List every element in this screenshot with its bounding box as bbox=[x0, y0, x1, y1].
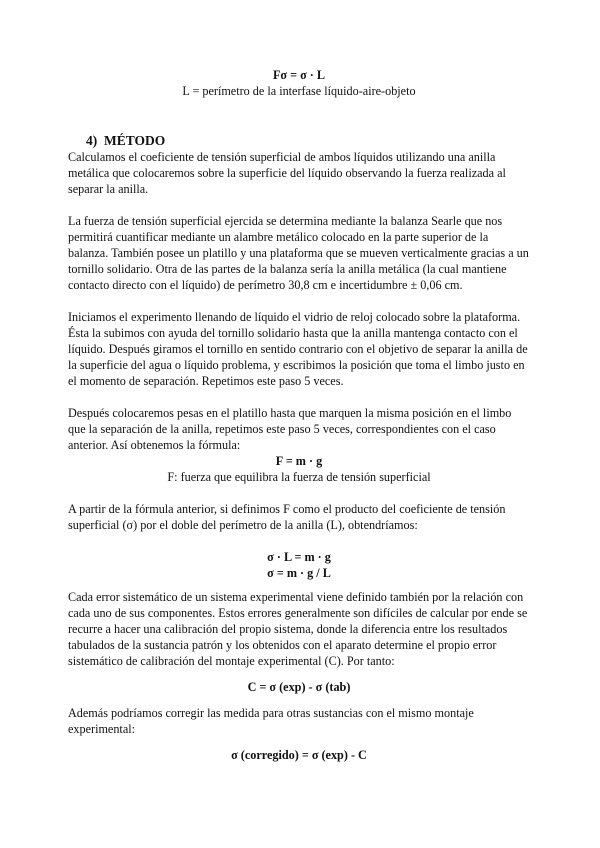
formula-force-definition: F: fuerza que equilibra la fuerza de tensión superficial bbox=[167, 470, 431, 484]
formula-calibration: C = σ (exp) - σ (tab) bbox=[247, 680, 351, 694]
spacer bbox=[68, 581, 530, 589]
spacer bbox=[68, 737, 530, 747]
spacer bbox=[68, 695, 530, 705]
section-title: MÉTODO bbox=[104, 133, 166, 148]
spacer bbox=[68, 485, 530, 501]
formula-definition: L = perímetro de la interfase líquido-aire-objeto bbox=[182, 84, 416, 98]
formula-sigma: σ = m · g / L bbox=[267, 566, 331, 580]
paragraph-2: La fuerza de tensión superficial ejercida se determina mediante la balanza Searle que nos permitirá cuantificar mediante un alambre metálico colocado en la parte superior de la balanza. También posee un platillo y una plataforma que se mueven verticalmente gracias a un tornillo solidario. Otra de las partes de la balanza sería la anilla metálica (la cual mantiene contacto directo con el líquido) de perímetro 30,8 cm e incertidumbre ± 0,06 cm. bbox=[68, 214, 529, 292]
paragraph-5: A partir de la fórmula anterior, si definimos F como el producto del coeficiente de tensión superficial (σ) por el doble del perímetro de la anilla (L), obtendríamos: bbox=[68, 502, 506, 532]
paragraph-7: Además podríamos corregir las medida para otras sustancias con el mismo montaje experimental: bbox=[68, 706, 474, 736]
section-heading bbox=[86, 133, 530, 149]
formula-force: F = m · g bbox=[275, 454, 323, 468]
paragraph-6: Cada error sistemático de un sistema experimental viene definido también por la relación con cada uno de sus componentes. Estos errores generalmente son difíciles de calcular por ende se recurre a hacer una calibración del propio sistema, donde la diferencia entre los resultados tabulados de la sustancia patrón y los obtenidos con el aparato determine el propio error sistemático de calibración del montaje experimental (C). Por tanto: bbox=[68, 590, 528, 668]
paragraph-1: Calculamos el coeficiente de tensión superficial de ambos líquidos utilizando una anilla metálica que colocaremos sobre la superficie del líquido observando la fuerza realizada al separar la anilla. bbox=[68, 150, 506, 196]
page-content bbox=[68, 67, 530, 763]
paragraph-4: Después colocaremos pesas en el platillo hasta que marquen la misma posición en el limbo que la separación de la anilla, repetimos este paso 5 veces, correspondientes con el caso anterior. Así obtenemos la fórmula: bbox=[68, 406, 512, 452]
spacer bbox=[68, 197, 530, 213]
formula-surface-tension: Fσ = σ · L bbox=[272, 68, 326, 82]
spacer bbox=[68, 389, 530, 405]
formula-sigma-l: σ · L = m · g bbox=[267, 550, 331, 564]
spacer bbox=[68, 293, 530, 309]
paragraph-3: Iniciamos el experimento llenando de líquido el vidrio de reloj colocado sobre la plataforma. Ésta la subimos con ayuda del tornillo solidario hasta que la anilla mantenga contacto con el líquido. Después giramos el tornillo en sentido contrario con el objetivo de separar la anilla de la superficie del agua o líquido problema, y escribimos la posición que toma el limbo justo en el momento de separación. Repetimos este paso 5 veces. bbox=[68, 310, 528, 388]
spacer bbox=[68, 99, 530, 133]
section-number: 4) bbox=[86, 133, 98, 148]
spacer bbox=[68, 669, 530, 679]
spacer bbox=[68, 533, 530, 549]
formula-corrected: σ (corregido) = σ (exp) - C bbox=[231, 748, 367, 762]
